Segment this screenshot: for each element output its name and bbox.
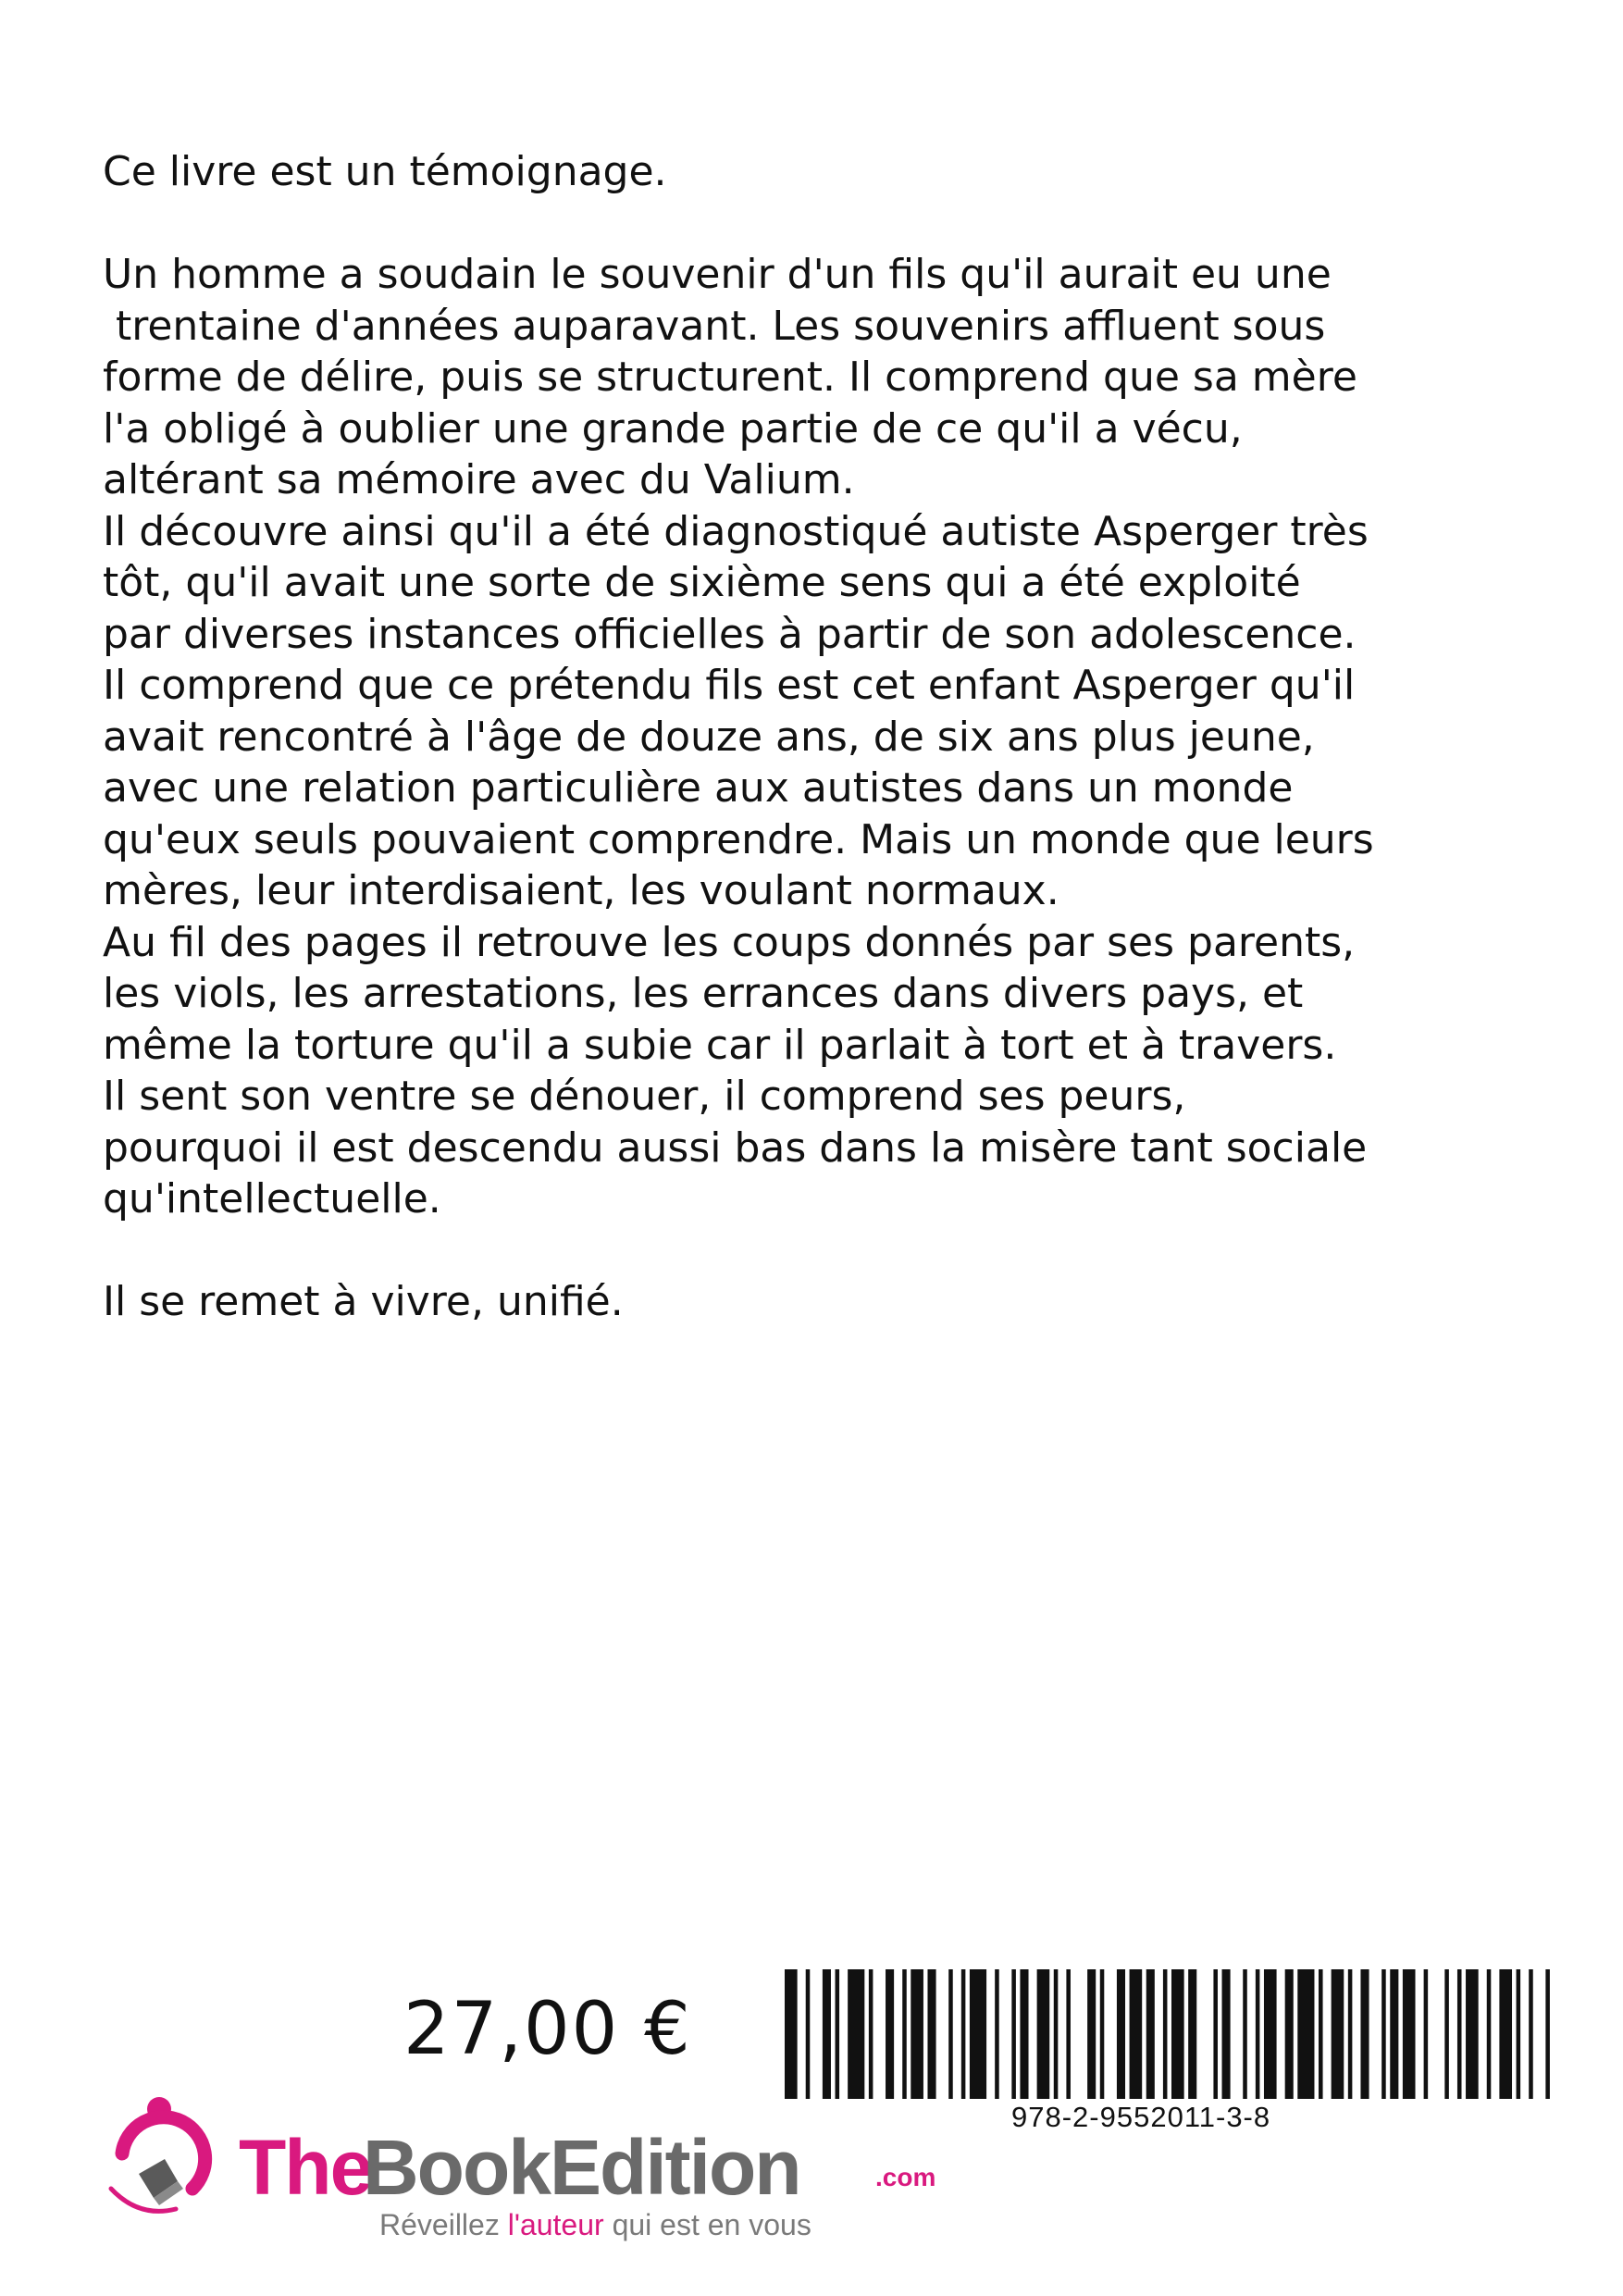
barcode-bar (836, 1969, 840, 2099)
barcode-bar (1213, 1969, 1218, 2099)
blurb-line: tôt, qu'il avait une sorte de sixième sens qui a été exploité (103, 559, 1301, 606)
barcode-bar (1066, 1969, 1071, 2099)
blurb-line: altérant sa mémoire avec du Valium. (103, 456, 855, 503)
blurb-line: Il se remet à vivre, unifié. (103, 1278, 624, 1325)
logo-dotcom-text: .com (875, 2163, 936, 2191)
barcode-bar (995, 1969, 999, 2099)
barcode-bar (1545, 1969, 1550, 2099)
barcode-bar (1319, 1969, 1323, 2099)
blurb-line (103, 1225, 1592, 1277)
barcode-bar (806, 1969, 811, 2099)
blurb-line (103, 198, 1592, 250)
barcode-bar (1360, 1969, 1369, 2099)
barcode-bar (1087, 1969, 1096, 2099)
barcode-bar (1100, 1969, 1105, 2099)
blurb-line: Il découvre ainsi qu'il a été diagnostiqué autiste Asperger très (103, 507, 1369, 555)
barcode-bar (1054, 1969, 1059, 2099)
publisher-logo-icon (102, 2089, 236, 2228)
blurb-line: l'a obligé à oublier une grande partie de ce qu'il a vécu, (103, 404, 1243, 453)
blurb-line: Au fil des pages il retrouve les coups donnés par ses parents, (103, 918, 1356, 966)
barcode-bar (911, 1969, 923, 2099)
barcode-bar (1222, 1969, 1231, 2099)
barcode-bar (1285, 1969, 1294, 2099)
barcode-bar (1171, 1969, 1184, 2099)
blurb-line: avait rencontré à l'âge de douze ans, de six ans plus jeune, (103, 713, 1315, 761)
barcode-bar (1466, 1969, 1479, 2099)
barcode-bar (1117, 1969, 1125, 2099)
logo-name-text: BookEdition (363, 2124, 800, 2211)
blurb-line: pourquoi il est descendu aussi bas dans la misère tant sociale (103, 1123, 1368, 1172)
barcode-bars (785, 1969, 1558, 2099)
back-cover-blurb (103, 146, 1592, 1328)
barcode-bar (1403, 1969, 1416, 2099)
logo-tagline (379, 2207, 812, 2242)
barcode-bar (848, 1969, 864, 2099)
barcode-bar (823, 1969, 831, 2099)
barcode-bar (970, 1969, 986, 2099)
blurb-line: mères, leur interdisaient, les voulant normaux. (103, 867, 1059, 914)
barcode-bar (1011, 1969, 1016, 2099)
blurb-line: les viols, les arrestations, les errances dans divers pays, et (103, 970, 1304, 1017)
barcode-bar (1487, 1969, 1492, 2099)
barcode-bar (1348, 1969, 1353, 2099)
barcode-bar (886, 1969, 894, 2099)
tagline-before: Réveillez (379, 2208, 508, 2241)
barcode-bar (948, 1969, 953, 2099)
publisher-logo (102, 2089, 935, 2255)
barcode-bar (785, 1969, 798, 2099)
barcode-bar (1020, 1969, 1028, 2099)
barcode-bar (869, 1969, 873, 2099)
blurb-line: qu'eux seuls pouvaient comprendre. Mais un monde que leurs (103, 815, 1374, 863)
blurb-line: qu'intellectuelle. (103, 1175, 441, 1222)
blurb-line: Ce livre est un témoignage. (103, 148, 667, 195)
barcode-bar (1256, 1969, 1260, 2099)
blurb-line: même la torture qu'il a subie car il parlait à tort et à travers. (103, 1021, 1337, 1069)
barcode-bar (1130, 1969, 1143, 2099)
barcode-bar (1297, 1969, 1314, 2099)
barcode-bar (1243, 1969, 1247, 2099)
barcode-bar (1390, 1969, 1398, 2099)
blurb-line: avec une relation particulière aux autistes dans un monde (103, 764, 1294, 812)
tagline-after: qui est en vous (603, 2208, 812, 2241)
barcode-bar (1381, 1969, 1386, 2099)
barcode-bar (1037, 1969, 1050, 2099)
blurb-line: trentaine d'années auparavant. Les souvenirs affluent sous (103, 302, 1326, 350)
isbn-number: 978-2-9552011-3-8 (1011, 2101, 1271, 2133)
barcode-bar (1444, 1969, 1449, 2099)
blurb-line: Il comprend que ce prétendu fils est cet enfant Asperger qu'il (103, 662, 1356, 709)
logo-the-text: The (239, 2124, 372, 2211)
barcode-bar (961, 1969, 966, 2099)
blurb-line: Un homme a soudain le souvenir d'un fils qu'il aurait eu une (103, 251, 1332, 298)
barcode-bar (1163, 1969, 1168, 2099)
blurb-line: forme de délire, puis se structurent. Il comprend que sa mère (103, 354, 1357, 401)
tagline-accent: l'auteur (507, 2208, 604, 2241)
barcode-bar (1499, 1969, 1512, 2099)
barcode-bar (927, 1969, 935, 2099)
barcode-bar (1424, 1969, 1429, 2099)
barcode-bar (1529, 1969, 1533, 2099)
barcode-bar (1457, 1969, 1462, 2099)
barcode-bar (902, 1969, 907, 2099)
barcode-bar (1517, 1969, 1521, 2099)
barcode-bar (1188, 1969, 1196, 2099)
barcode-bar (1146, 1969, 1155, 2099)
barcode-bar (1332, 1969, 1344, 2099)
barcode-bar (1264, 1969, 1277, 2099)
blurb-line: par diverses instances officielles à partir de son adolescence. (103, 610, 1357, 658)
price-label: 27,00 € (403, 1988, 692, 2071)
blurb-line: Il sent son ventre se dénouer, il comprend ses peurs, (103, 1073, 1186, 1120)
